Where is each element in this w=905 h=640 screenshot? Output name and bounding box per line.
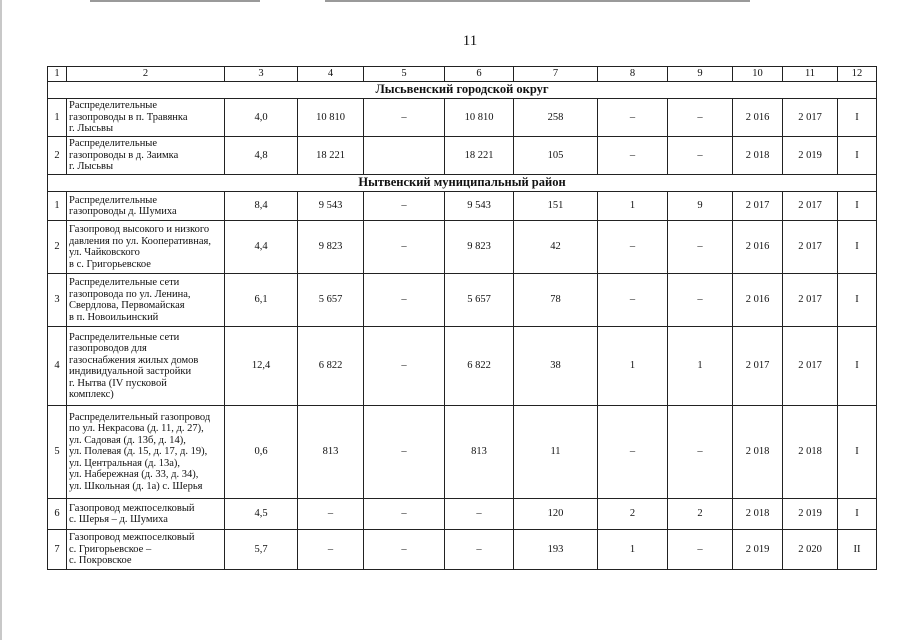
cell-c11: 2 019 xyxy=(783,137,838,175)
cell-c9: – xyxy=(668,137,733,175)
table-row xyxy=(48,530,877,570)
cell-c11: 2 017 xyxy=(783,274,838,327)
object-name-line: ул. Центральная (д. 13а), xyxy=(69,457,180,469)
object-name-line: газопроводы в д. Заимка xyxy=(69,149,179,161)
cell-c5: – xyxy=(364,530,445,570)
cell-c5: – xyxy=(364,274,445,327)
cell-c5: – xyxy=(364,499,445,530)
cell-c4: 9 543 xyxy=(298,192,364,221)
cell-c8: – xyxy=(598,99,668,137)
row-number: 2 xyxy=(48,221,67,274)
section-header-row xyxy=(48,175,877,192)
cell-c10: 2 016 xyxy=(733,99,783,137)
cell-c9: 2 xyxy=(668,499,733,530)
cell-c7: 258 xyxy=(514,99,598,137)
row-number: 3 xyxy=(48,274,67,327)
cell-c7: 11 xyxy=(514,406,598,499)
object-name-line: газопроводы д. Шумиха xyxy=(69,206,177,217)
cell-c9: – xyxy=(668,274,733,327)
column-header: 11 xyxy=(783,67,838,82)
cell-c8: 1 xyxy=(598,192,668,221)
cell-c11: 2 017 xyxy=(783,99,838,137)
object-name xyxy=(67,530,225,570)
cell-c6: 6 822 xyxy=(445,327,514,406)
cell-c7: 38 xyxy=(514,327,598,406)
column-header: 10 xyxy=(733,67,783,82)
object-name-line: в с. Григорьевское xyxy=(69,258,151,270)
cell-c10: 2 018 xyxy=(733,406,783,499)
cell-c8: – xyxy=(598,221,668,274)
object-name-line: г. Лысьвы xyxy=(69,123,114,135)
table-row xyxy=(48,99,877,137)
cell-c10: 2 018 xyxy=(733,137,783,175)
cell-c12: II xyxy=(838,530,877,570)
cell-c6: 9 823 xyxy=(445,221,514,274)
cell-c9: – xyxy=(668,406,733,499)
table-row xyxy=(48,499,877,530)
table-row xyxy=(48,406,877,499)
column-header: 8 xyxy=(598,67,668,82)
object-name-line: газопроводы в п. Травянка xyxy=(69,111,188,123)
cell-c3: 8,4 xyxy=(225,192,298,221)
object-name-line: Свердлова, Первомайская xyxy=(69,300,185,311)
cell-c3: 0,6 xyxy=(225,406,298,499)
row-number: 5 xyxy=(48,406,67,499)
object-name-line: газоснабжения жилых домов xyxy=(69,354,199,366)
object-name xyxy=(67,274,225,327)
cell-c12: I xyxy=(838,499,877,530)
column-header: 4 xyxy=(298,67,364,82)
cell-c8: – xyxy=(598,274,668,327)
column-number-row xyxy=(48,67,877,82)
object-name-line: с. Шерья – д. Шумиха xyxy=(69,514,168,525)
cell-c9: – xyxy=(668,530,733,570)
cell-c8: – xyxy=(598,406,668,499)
table-row xyxy=(48,137,877,175)
cell-c4: 6 822 xyxy=(298,327,364,406)
cell-c3: 4,5 xyxy=(225,499,298,530)
page-number: 11 xyxy=(462,33,478,49)
cell-c3: 12,4 xyxy=(225,327,298,406)
column-header: 9 xyxy=(668,67,733,82)
object-name xyxy=(67,406,225,499)
cell-c4: – xyxy=(298,499,364,530)
cell-c12: I xyxy=(838,221,877,274)
cell-c3: 6,1 xyxy=(225,274,298,327)
section-title: Нытвенский муниципальный район xyxy=(48,175,877,192)
object-name xyxy=(67,99,225,137)
object-name-line: газопроводов для xyxy=(69,343,147,354)
object-name-line: в п. Новоильинский xyxy=(69,311,159,323)
cell-c4: – xyxy=(298,530,364,570)
column-header: 6 xyxy=(445,67,514,82)
top-rule-left xyxy=(90,0,260,2)
cell-c7: 151 xyxy=(514,192,598,221)
object-name-line: ул. Набережная (д. 33, д. 34), xyxy=(69,469,199,481)
column-header: 12 xyxy=(838,67,877,82)
cell-c6: 9 543 xyxy=(445,192,514,221)
table-row xyxy=(48,274,877,327)
object-name-line: газопровода по ул. Ленина, xyxy=(69,288,191,300)
cell-c4: 5 657 xyxy=(298,274,364,327)
cell-c5: – xyxy=(364,99,445,137)
object-name-line: ул. Чайковского xyxy=(69,247,140,258)
row-number: 1 xyxy=(48,192,67,221)
cell-c8: 2 xyxy=(598,499,668,530)
cell-c6: 813 xyxy=(445,406,514,499)
section-header-row xyxy=(48,82,877,99)
object-name-line: Распределительные xyxy=(69,100,158,112)
top-rule-right xyxy=(325,0,750,2)
cell-c9: – xyxy=(668,221,733,274)
object-name-line: с. Покровское xyxy=(69,555,132,567)
object-name xyxy=(67,499,225,530)
cell-c12: I xyxy=(838,274,877,327)
section-title: Лысьвенский городской округ xyxy=(48,82,877,99)
cell-c10: 2 016 xyxy=(733,221,783,274)
cell-c9: 1 xyxy=(668,327,733,406)
object-name-line: ул. Садовая (д. 13б, д. 14), xyxy=(69,434,186,446)
cell-c11: 2 020 xyxy=(783,530,838,570)
cell-c5: – xyxy=(364,221,445,274)
cell-c5 xyxy=(364,137,445,175)
object-name-line: Распределительные сети xyxy=(69,277,180,288)
cell-c7: 105 xyxy=(514,137,598,175)
column-header: 1 xyxy=(48,67,67,82)
cell-c6: 10 810 xyxy=(445,99,514,137)
table-row xyxy=(48,327,877,406)
cell-c5: – xyxy=(364,192,445,221)
object-name-line: Распределительные xyxy=(69,138,158,150)
object-name-line: г. Нытва (IV пусковой xyxy=(69,377,167,389)
cell-c3: 4,0 xyxy=(225,99,298,137)
object-name-line: Газопровод высокого и низкого xyxy=(69,224,210,235)
cell-c7: 120 xyxy=(514,499,598,530)
cell-c12: I xyxy=(838,406,877,499)
object-name-line: индивидуальной застройки xyxy=(69,366,192,377)
cell-c3: 4,4 xyxy=(225,221,298,274)
row-number: 1 xyxy=(48,99,67,137)
cell-c7: 193 xyxy=(514,530,598,570)
cell-c4: 18 221 xyxy=(298,137,364,175)
object-name-line: ул. Полевая (д. 15, д. 17, д. 19), xyxy=(69,446,208,458)
table-row xyxy=(48,192,877,221)
object-name-line: Газопровод межпоселковый xyxy=(69,532,195,544)
cell-c12: I xyxy=(838,192,877,221)
cell-c6: – xyxy=(445,530,514,570)
object-name-line: Распределительный газопровод xyxy=(69,411,211,423)
cell-c11: 2 017 xyxy=(783,221,838,274)
object-name xyxy=(67,192,225,221)
table-row xyxy=(48,221,877,274)
cell-c12: I xyxy=(838,99,877,137)
cell-c6: 5 657 xyxy=(445,274,514,327)
cell-c10: 2 019 xyxy=(733,530,783,570)
cell-c11: 2 018 xyxy=(783,406,838,499)
cell-c7: 78 xyxy=(514,274,598,327)
row-number: 2 xyxy=(48,137,67,175)
cell-c10: 2 017 xyxy=(733,327,783,406)
object-name xyxy=(67,327,225,406)
column-header: 5 xyxy=(364,67,445,82)
cell-c8: 1 xyxy=(598,530,668,570)
row-number: 7 xyxy=(48,530,67,570)
cell-c7: 42 xyxy=(514,221,598,274)
cell-c11: 2 019 xyxy=(783,499,838,530)
column-header: 7 xyxy=(514,67,598,82)
cell-c12: I xyxy=(838,327,877,406)
cell-c8: 1 xyxy=(598,327,668,406)
cell-c10: 2 017 xyxy=(733,192,783,221)
gas-pipeline-table xyxy=(47,66,877,570)
cell-c5: – xyxy=(364,327,445,406)
cell-c11: 2 017 xyxy=(783,192,838,221)
cell-c3: 4,8 xyxy=(225,137,298,175)
object-name-line: с. Григорьевское – xyxy=(69,543,152,555)
cell-c11: 2 017 xyxy=(783,327,838,406)
object-name-line: ул. Школьная (д. 1а) с. Шерья xyxy=(69,480,203,492)
cell-c12: I xyxy=(838,137,877,175)
cell-c5: – xyxy=(364,406,445,499)
cell-c4: 10 810 xyxy=(298,99,364,137)
object-name-line: Распределительные xyxy=(69,194,158,206)
cell-c6: 18 221 xyxy=(445,137,514,175)
row-number: 6 xyxy=(48,499,67,530)
cell-c10: 2 018 xyxy=(733,499,783,530)
object-name-line: Газопровод межпоселковый xyxy=(69,502,195,514)
object-name-line: комплекс) xyxy=(69,389,114,400)
object-name-line: давления по ул. Кооперативная, xyxy=(69,235,211,247)
column-header: 3 xyxy=(225,67,298,82)
cell-c8: – xyxy=(598,137,668,175)
object-name-line: по ул. Некрасова (д. 11, д. 27), xyxy=(69,423,204,435)
cell-c10: 2 016 xyxy=(733,274,783,327)
row-number: 4 xyxy=(48,327,67,406)
cell-c3: 5,7 xyxy=(225,530,298,570)
object-name-line: Распределительные сети xyxy=(69,331,180,343)
object-name xyxy=(67,137,225,175)
cell-c4: 813 xyxy=(298,406,364,499)
page-edge-line xyxy=(0,0,2,640)
cell-c9: – xyxy=(668,99,733,137)
cell-c4: 9 823 xyxy=(298,221,364,274)
object-name xyxy=(67,221,225,274)
column-header: 2 xyxy=(67,67,225,82)
cell-c9: 9 xyxy=(668,192,733,221)
object-name-line: г. Лысьвы xyxy=(69,161,114,173)
cell-c6: – xyxy=(445,499,514,530)
